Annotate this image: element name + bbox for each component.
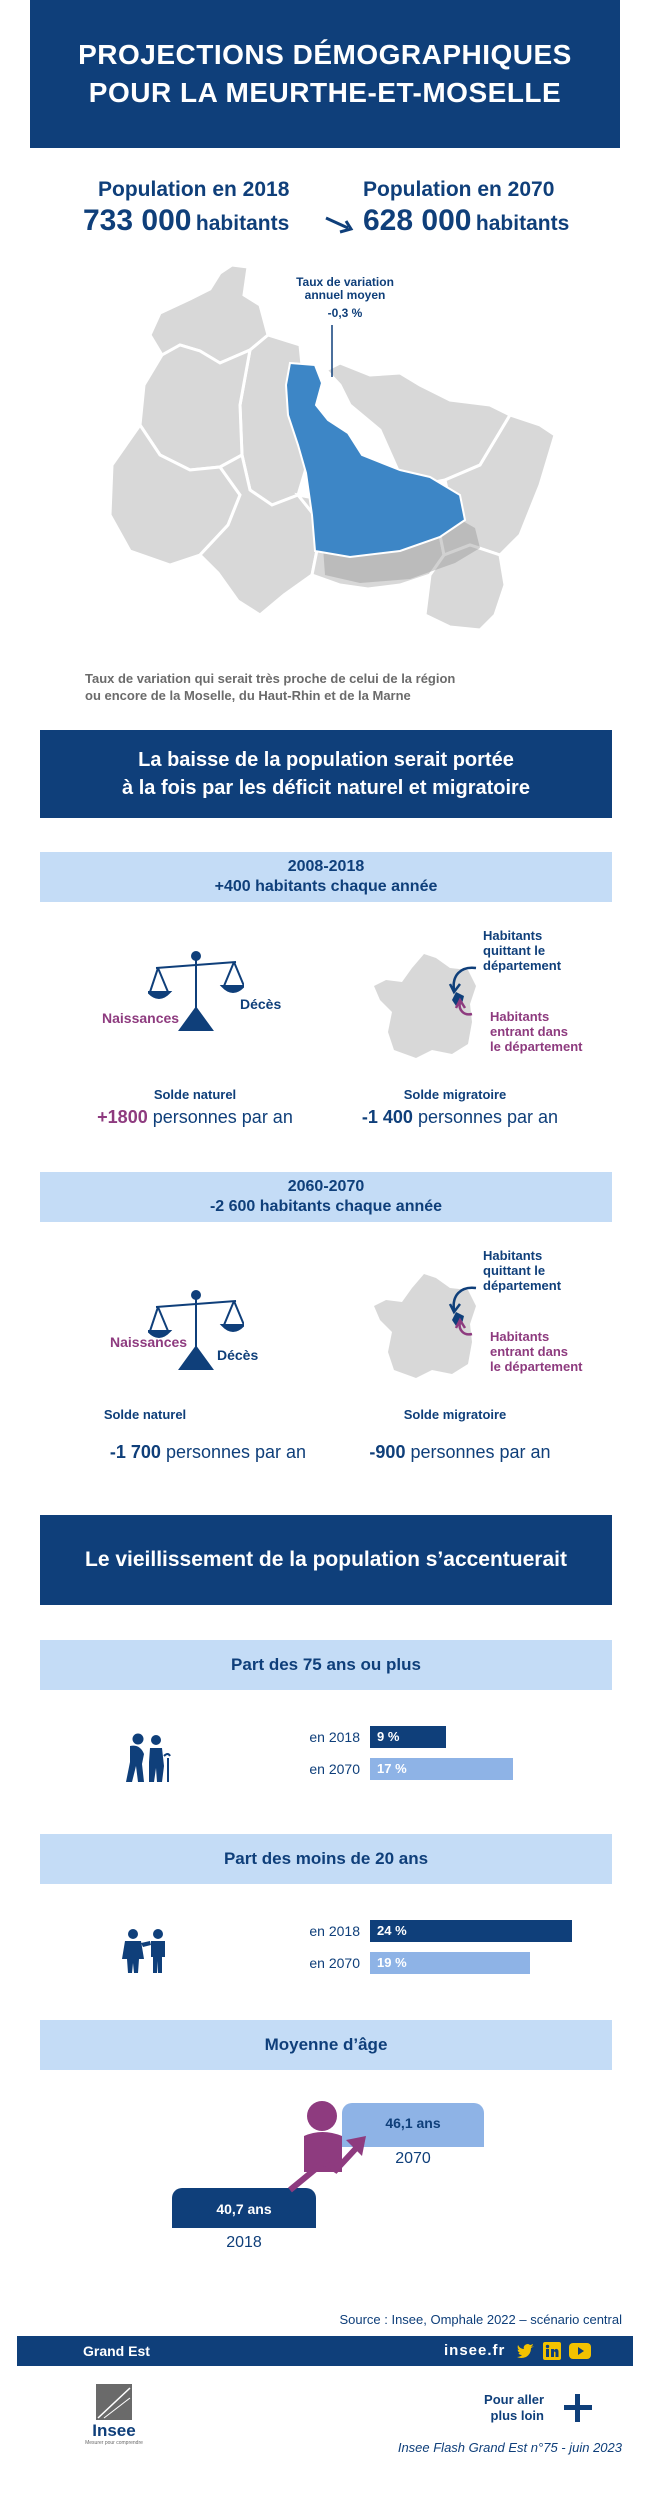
pop-2018-unit: habitants bbox=[195, 212, 290, 235]
region-name: Grand Est bbox=[83, 2343, 150, 2359]
deaths-label-2: Décès bbox=[217, 1347, 259, 1363]
banner-decline-line-1: La baisse de la population serait portée bbox=[138, 749, 514, 771]
map-note-line-1: Taux de variation qui serait très proche de celui de la région bbox=[85, 671, 456, 686]
pop-2018-figure bbox=[83, 204, 289, 238]
migration-balance-unit-2: personnes par an bbox=[410, 1442, 551, 1462]
share-75-header: Part des 75 ans ou plus bbox=[40, 1640, 612, 1690]
migration-balance-1 bbox=[325, 1107, 595, 1128]
elderly-couple-icon bbox=[122, 1732, 174, 1784]
migration-balance-label-1: Solde migratoire bbox=[403, 1087, 507, 1102]
entering-2-line-1: Habitants bbox=[490, 1329, 550, 1344]
share-75-year-2070: en 2070 bbox=[309, 1761, 360, 1777]
period-1-years: 2008-2018 bbox=[287, 858, 365, 875]
callout-line-2: annuel moyen bbox=[304, 288, 386, 302]
share-20-header: Part des moins de 20 ans bbox=[40, 1834, 612, 1884]
migration-balance-unit-1: personnes par an bbox=[417, 1107, 559, 1127]
share-20-bar-2018: 24 % bbox=[370, 1920, 572, 1942]
pop-2070-value: 628 000 bbox=[363, 204, 472, 237]
linkedin-icon[interactable] bbox=[543, 2342, 561, 2360]
leaving-2-line-1: Habitants bbox=[483, 1248, 543, 1263]
leaving-label-1 bbox=[483, 928, 561, 973]
natural-balance-unit-1: personnes par an bbox=[152, 1107, 293, 1127]
entering-1-line-1: Habitants bbox=[490, 1009, 550, 1024]
share-20-year-2070: en 2070 bbox=[309, 1955, 360, 1971]
pop-2070-label: Population en 2070 bbox=[363, 178, 555, 201]
migration-balance-2 bbox=[325, 1442, 595, 1463]
leaving-2-line-3: département bbox=[483, 1278, 562, 1293]
leaving-1-line-1: Habitants bbox=[483, 928, 543, 943]
natural-balance-value-1: +1800 bbox=[97, 1107, 148, 1127]
entering-2-line-2: entrant dans bbox=[490, 1344, 569, 1359]
map-note bbox=[85, 670, 585, 704]
site-link[interactable]: insee.fr bbox=[444, 2342, 506, 2359]
children-icon bbox=[120, 1927, 172, 1977]
entering-label-1 bbox=[490, 1009, 582, 1054]
france-map-icon bbox=[372, 950, 492, 1070]
migration-balance-value-1: -1 400 bbox=[361, 1107, 413, 1127]
header-banner bbox=[30, 0, 620, 148]
pop-2018-value: 733 000 bbox=[83, 204, 192, 237]
callout-line-1: Taux de variation bbox=[296, 275, 394, 289]
twitter-icon[interactable] bbox=[517, 2343, 535, 2359]
publication-reference[interactable]: Insee Flash Grand Est n°75 - juin 2023 bbox=[397, 2440, 622, 2455]
migration-balance-value-2: -900 bbox=[369, 1442, 406, 1462]
share-75-bar-2018: 9 % bbox=[370, 1726, 446, 1748]
natural-balance-label-2: Solde naturel bbox=[103, 1407, 187, 1422]
insee-logo-subtext: Mesurer pour comprendre bbox=[85, 2440, 143, 2446]
natural-balance-1 bbox=[60, 1107, 330, 1128]
entering-label-2 bbox=[490, 1329, 582, 1374]
more-info-link[interactable] bbox=[462, 2392, 544, 2424]
source-note: Source : Insee, Omphale 2022 – scénario central bbox=[339, 2312, 622, 2327]
insee-logo-text: Insee bbox=[92, 2421, 136, 2440]
period-1-change: +400 habitants chaque année bbox=[214, 878, 438, 895]
insee-logo bbox=[84, 2384, 146, 2446]
births-label-2: Naissances bbox=[110, 1334, 188, 1350]
avg-age-2070-label: 2070 bbox=[395, 2150, 431, 2167]
footer-bar bbox=[17, 2336, 633, 2366]
natural-balance-value-2: -1 700 bbox=[109, 1442, 161, 1462]
avg-age-2018-label: 2018 bbox=[226, 2234, 262, 2251]
avg-age-header: Moyenne d’âge bbox=[40, 2020, 612, 2070]
map-note-line-2: ou encore de la Moselle, du Haut-Rhin et de la Marne bbox=[85, 688, 411, 703]
youtube-icon[interactable] bbox=[569, 2342, 591, 2360]
leaving-2-line-2: quittant le bbox=[483, 1263, 546, 1278]
natural-balance-2 bbox=[73, 1442, 343, 1463]
migration-balance-label-2: Solde migratoire bbox=[403, 1407, 507, 1422]
births-label-1: Naissances bbox=[102, 1010, 180, 1026]
plus-icon[interactable] bbox=[564, 2394, 592, 2422]
deaths-label-1: Décès bbox=[240, 996, 282, 1012]
callout-value: -0,3 % bbox=[327, 306, 363, 320]
section-banner-decline bbox=[40, 730, 612, 818]
entering-2-line-3: le département bbox=[490, 1359, 583, 1374]
arrow-right-icon bbox=[324, 212, 356, 236]
map-callout bbox=[270, 276, 420, 320]
title-line-1: PROJECTIONS DÉMOGRAPHIQUES bbox=[78, 39, 572, 70]
period-2-change: -2 600 habitants chaque année bbox=[209, 1198, 443, 1215]
banner-decline-line-2: à la fois par les déficit naturel et migratoire bbox=[122, 777, 530, 799]
pop-2070-unit: habitants bbox=[475, 212, 570, 235]
avg-age-2070-box: 46,1 ans bbox=[342, 2103, 484, 2147]
avg-age-2018-box: 40,7 ans bbox=[172, 2188, 316, 2228]
entering-1-line-3: le département bbox=[490, 1039, 583, 1054]
title-line-2: POUR LA MEURTHE-ET-MOSELLE bbox=[88, 77, 562, 108]
natural-balance-unit-2: personnes par an bbox=[165, 1442, 307, 1462]
more-info-line-2: plus loin bbox=[490, 2408, 544, 2423]
pop-2070-figure bbox=[363, 204, 569, 238]
natural-balance-label-1: Solde naturel bbox=[153, 1087, 237, 1102]
leaving-label-2 bbox=[483, 1248, 561, 1293]
share-20-bar-2070: 19 % bbox=[370, 1952, 530, 1974]
france-map-icon bbox=[372, 1270, 492, 1390]
share-20-year-2018: en 2018 bbox=[309, 1923, 360, 1939]
period-2-header bbox=[40, 1172, 612, 1222]
share-75-bar-2070: 17 % bbox=[370, 1758, 513, 1780]
period-1-header bbox=[40, 852, 612, 902]
pop-2018-label: Population en 2018 bbox=[98, 178, 290, 201]
scale-icon bbox=[148, 1287, 244, 1377]
entering-1-line-2: entrant dans bbox=[490, 1024, 569, 1039]
leaving-1-line-3: département bbox=[483, 958, 562, 973]
person-rising-arrow-icon bbox=[284, 2100, 384, 2210]
section-banner-ageing: Le vieillissement de la population s’accentuerait bbox=[40, 1515, 612, 1605]
share-75-year-2018: en 2018 bbox=[309, 1729, 360, 1745]
leaving-1-line-2: quittant le bbox=[483, 943, 546, 958]
more-info-line-1: Pour aller bbox=[484, 2392, 544, 2407]
period-2-years: 2060-2070 bbox=[287, 1178, 365, 1195]
